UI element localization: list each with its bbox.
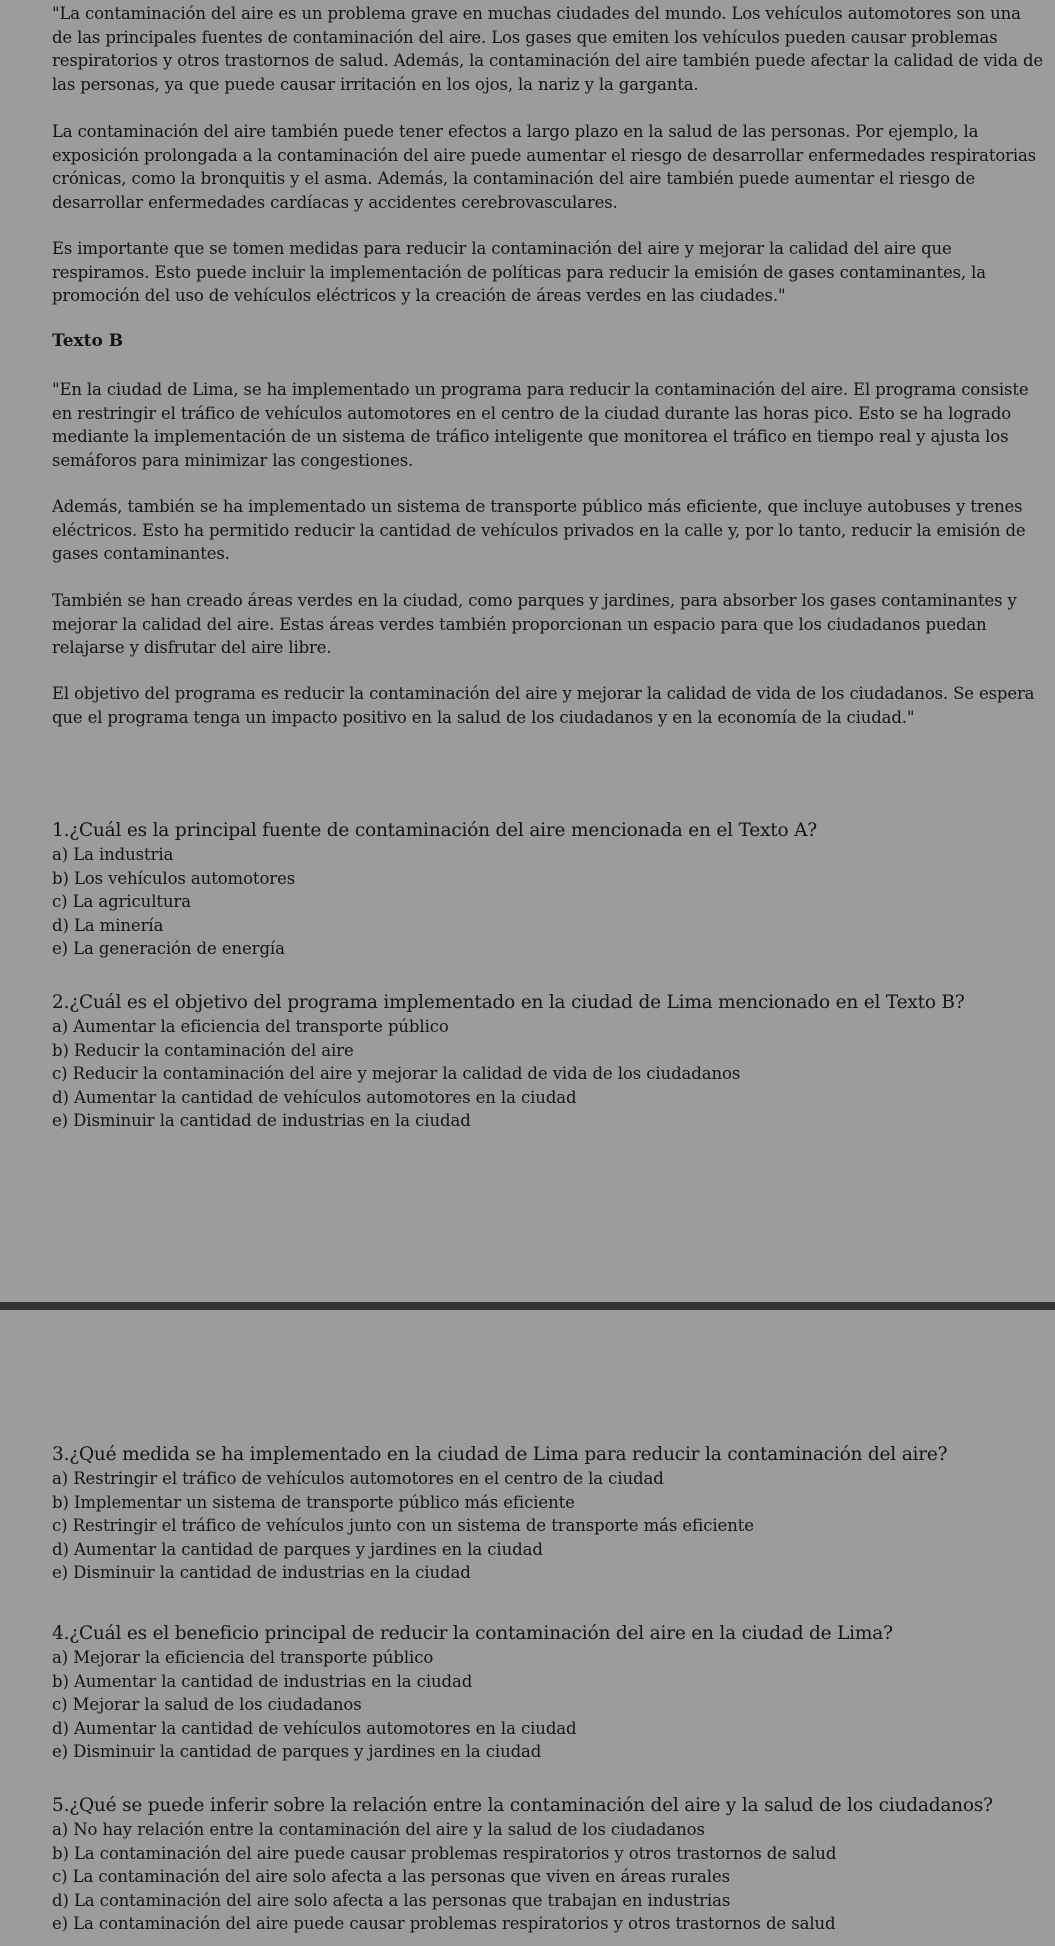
option-d: d) Aumentar la cantidad de parques y jardines en la ciudad: [52, 1539, 543, 1559]
question-3: [52, 1442, 1044, 1585]
text-a-paragraph-3: Es importante que se tomen medidas para reducir la contaminación del aire y mejorar la calidad del aire que respiramos. Esto puede incluir la implementación de políticas para reducir la emisión de gases contaminantes, la promoción del uso de vehículos eléctricos y la creación de áreas verdes en las ciudades.": [52, 239, 986, 305]
option-e: e) Disminuir la cantidad de industrias en la ciudad: [52, 1111, 471, 1130]
option-e: e) La contaminación del aire puede causar problemas respiratorios y otros trastornos de salud: [52, 1914, 836, 1933]
option-a: a) La industria: [52, 845, 174, 864]
text-a-paragraph-1: "La contaminación del aire es un problema grave en muchas ciudades del mundo. Los vehículos automotores son una de las principales fuentes de contaminación del aire. Los gases que emiten los vehículos pueden causar problemas respiratorios y otros trastornos de salud. Además, la contaminación del aire también puede afectar la calidad de vida de las personas, ya que puede causar irritación en los ojos, la nariz y la garganta.: [52, 4, 1043, 94]
option-e: e) La generación de energía: [52, 939, 285, 958]
option-b: b) Los vehículos automotores: [52, 868, 296, 888]
question-5: [52, 1793, 1044, 1936]
question-text: 3.¿Qué medida se ha implementado en la ciudad de Lima para reducir la contaminación del aire?: [52, 1444, 948, 1465]
question-text: 5.¿Qué se puede inferir sobre la relación entre la contaminación del aire y la salud de los ciudadanos?: [52, 1795, 993, 1816]
question-4: [52, 1621, 1044, 1764]
option-a: a) Restringir el tráfico de vehículos automotores en el centro de la ciudad: [52, 1469, 664, 1488]
option-b: b) La contaminación del aire puede causar problemas respiratorios y otros trastornos de salud: [52, 1843, 837, 1863]
text-b-paragraph-3: También se han creado áreas verdes en la ciudad, como parques y jardines, para absorber los gases contaminantes y mejorar la calidad del aire. Estas áreas verdes también proporcionan un espacio para que los ciudadanos puedan relajarse y disfrutar del aire libre.: [52, 591, 1017, 657]
option-b: b) Reducir la contaminación del aire: [52, 1040, 354, 1060]
text-a-paragraph-2: La contaminación del aire también puede tener efectos a largo plazo en la salud de las personas. Por ejemplo, la exposición prolongada a la contaminación del aire puede aumentar el riesgo de desarrollar enfermedades respiratorias crónicas, como la bronquitis y el asma. Además, la contaminación del aire también puede aumentar el riesgo de desarrollar enfermedades cardíacas y accidentes cerebrovasculares.: [52, 122, 1036, 212]
option-a: a) No hay relación entre la contaminación del aire y la salud de los ciudadanos: [52, 1820, 705, 1839]
option-e: e) Disminuir la cantidad de parques y jardines en la ciudad: [52, 1742, 542, 1761]
question-2: [52, 990, 1044, 1133]
text-b-paragraph-4: El objetivo del programa es reducir la contaminación del aire y mejorar la calidad de vida de los ciudadanos. Se espera que el programa tenga un impacto positivo en la salud de los ciudadanos y en la economía de la ciudad.": [52, 684, 1035, 727]
text-b-heading: Texto B: [52, 331, 124, 351]
question-1: [52, 818, 1044, 961]
text-b-paragraph-2: Además, también se ha implementado un sistema de transporte público más eficiente, que incluye autobuses y trenes eléctricos. Esto ha permitido reducir la cantidad de vehículos privados en la calle y, por lo tanto, reducir la emisión de gases contaminantes.: [52, 497, 1026, 563]
option-c: c) Mejorar la salud de los ciudadanos: [52, 1695, 362, 1714]
option-a: a) Aumentar la eficiencia del transporte público: [52, 1017, 449, 1036]
option-d: d) La contaminación del aire solo afecta a las personas que trabajan en industrias: [52, 1890, 731, 1910]
option-c: c) Restringir el tráfico de vehículos junto con un sistema de transporte más eficiente: [52, 1516, 754, 1535]
question-text: 2.¿Cuál es el objetivo del programa implementado en la ciudad de Lima mencionado en el Texto B?: [52, 992, 965, 1013]
page-2: [0, 1310, 1055, 1946]
option-e: e) Disminuir la cantidad de industrias en la ciudad: [52, 1563, 471, 1582]
option-d: d) Aumentar la cantidad de vehículos automotores en la ciudad: [52, 1718, 577, 1738]
option-c: c) La contaminación del aire solo afecta a las personas que viven en áreas rurales: [52, 1867, 731, 1886]
option-d: d) La minería: [52, 915, 164, 935]
question-text: 4.¿Cuál es el beneficio principal de reducir la contaminación del aire en la ciudad de Lima?: [52, 1623, 893, 1644]
option-a: a) Mejorar la eficiencia del transporte público: [52, 1648, 434, 1667]
option-d: d) Aumentar la cantidad de vehículos automotores en la ciudad: [52, 1087, 577, 1107]
option-c: c) Reducir la contaminación del aire y mejorar la calidad de vida de los ciudadanos: [52, 1064, 741, 1083]
question-text: 1.¿Cuál es la principal fuente de contaminación del aire mencionada en el Texto A?: [52, 820, 817, 841]
option-b: b) Implementar un sistema de transporte público más eficiente: [52, 1492, 575, 1512]
option-c: c) La agricultura: [52, 892, 191, 911]
option-b: b) Aumentar la cantidad de industrias en la ciudad: [52, 1671, 473, 1691]
page-divider: [0, 1302, 1055, 1310]
text-b-paragraph-1: "En la ciudad de Lima, se ha implementado un programa para reducir la contaminación del aire. El programa consiste en restringir el tráfico de vehículos automotores en el centro de la ciudad durante las horas pico. Esto se ha logrado mediante la implementación de un sistema de tráfico inteligente que monitorea el tráfico en tiempo real y ajusta los semáforos para minimizar las congestiones.: [52, 380, 1029, 470]
